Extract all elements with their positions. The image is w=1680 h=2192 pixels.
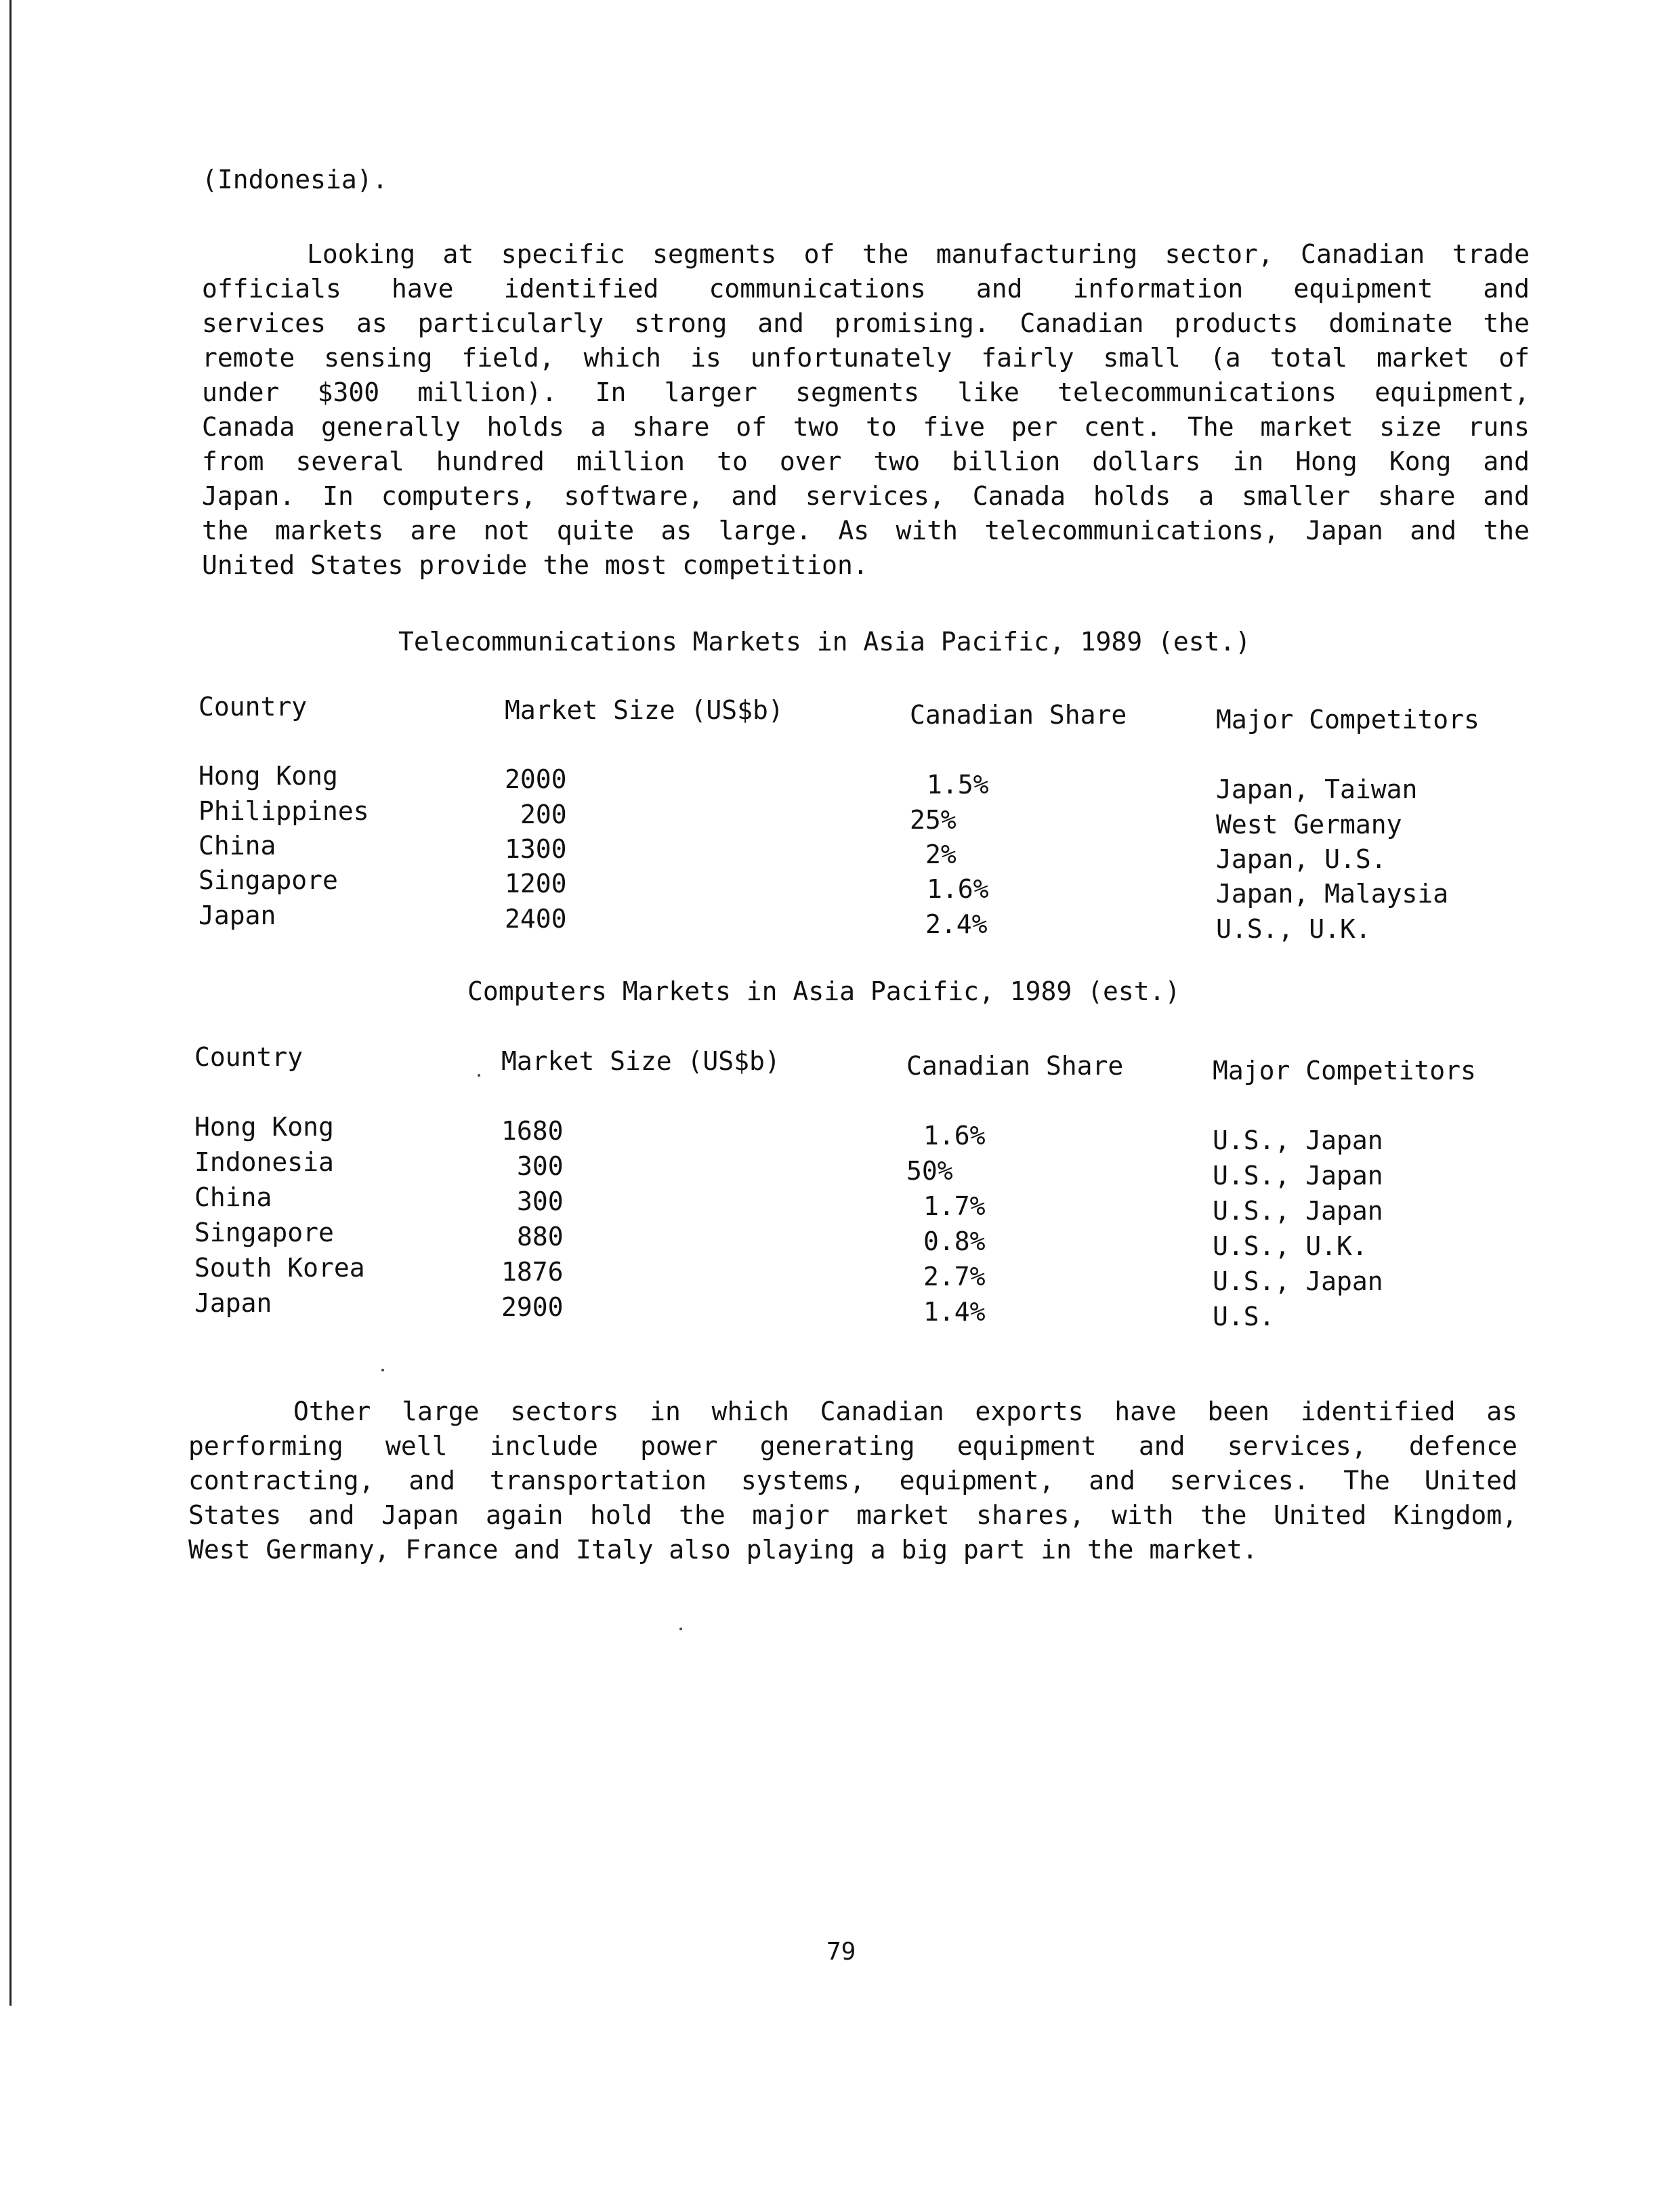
telecom-cell-canadian-share: 2%	[925, 840, 957, 869]
intro-fragment: (Indonesia).	[202, 165, 388, 194]
page-left-border	[9, 0, 12, 2006]
telecom-cell-country: Philippines	[198, 796, 369, 826]
computers-header-canadian-share: Canadian Share	[906, 1051, 1124, 1081]
telecom-cell-market-size: 200	[520, 800, 567, 829]
telecom-cell-major-competitors: West Germany	[1216, 810, 1402, 840]
paragraph-1-line: Japan. In computers, software, and services, Canada holds a smaller share and	[202, 481, 1530, 511]
telecom-cell-market-size: 1300	[505, 834, 567, 864]
computers-cell-canadian-share: 1.4%	[923, 1297, 986, 1327]
paragraph-1-line: officials have identified communications and information equipment and	[202, 274, 1530, 304]
paragraph-1	[202, 237, 1530, 583]
scan-speck	[381, 1369, 384, 1371]
computers-cell-country: Singapore	[194, 1218, 334, 1247]
paragraph-2-line: West Germany, France and Italy also playing a big part in the market.	[188, 1535, 1258, 1565]
telecom-cell-major-competitors: U.S., U.K.	[1216, 914, 1371, 944]
telecom-cell-major-competitors: Japan, Malaysia	[1216, 879, 1449, 909]
paragraph-1-line: from several hundred million to over two billion dollars in Hong Kong and	[202, 447, 1530, 476]
computers-cell-canadian-share: 2.7%	[923, 1262, 986, 1291]
computers-cell-major-competitors: U.S., Japan	[1213, 1161, 1383, 1191]
paragraph-2-line: Other large sectors in which Canadian exports have been identified as	[293, 1397, 1517, 1426]
computers-cell-country: South Korea	[194, 1253, 365, 1283]
computers-cell-market-size: 2900	[501, 1292, 564, 1322]
telecom-table-title: Telecommunications Markets in Asia Pacific, 1989 (est.)	[398, 627, 1251, 657]
computers-cell-market-size: 880	[517, 1222, 564, 1252]
computers-cell-major-competitors: U.S., Japan	[1213, 1196, 1383, 1226]
telecom-header-major-competitors: Major Competitors	[1216, 705, 1479, 735]
computers-cell-country: Japan	[194, 1288, 272, 1318]
scan-speck	[478, 1074, 480, 1077]
computers-cell-major-competitors: U.S., Japan	[1213, 1266, 1383, 1296]
paragraph-1-line: under $300 million). In larger segments like telecommunications equipment,	[202, 377, 1530, 407]
telecom-cell-canadian-share: 25%	[910, 805, 957, 835]
computers-cell-market-size: 1680	[501, 1116, 564, 1146]
computers-header-market-size: Market Size (US$b)	[501, 1046, 780, 1076]
computers-cell-major-competitors: U.S., Japan	[1213, 1125, 1383, 1155]
computers-cell-canadian-share: 1.7%	[923, 1191, 986, 1221]
computers-cell-country: Indonesia	[194, 1147, 334, 1177]
telecom-cell-canadian-share: 1.5%	[927, 770, 989, 800]
paragraph-2-line: States and Japan again hold the major market shares, with the United Kingdom,	[188, 1500, 1517, 1530]
computers-cell-major-competitors: U.S.	[1213, 1302, 1275, 1331]
telecom-cell-major-competitors: Japan, Taiwan	[1216, 774, 1418, 804]
telecom-header-market-size: Market Size (US$b)	[505, 695, 784, 725]
telecom-cell-country: Singapore	[198, 865, 338, 895]
telecom-cell-country: Hong Kong	[198, 761, 338, 791]
telecom-cell-canadian-share: 1.6%	[927, 874, 989, 904]
telecom-cell-country: Japan	[198, 901, 276, 930]
paragraph-2	[188, 1394, 1517, 1567]
computers-header-major-competitors: Major Competitors	[1213, 1056, 1476, 1085]
telecom-header-country: Country	[198, 692, 308, 722]
scan-speck	[679, 1628, 682, 1630]
computers-cell-country: Hong Kong	[194, 1112, 334, 1142]
paragraph-1-line: remote sensing field, which is unfortunately fairly small (a total market of	[202, 343, 1530, 373]
computers-cell-major-competitors: U.S., U.K.	[1213, 1231, 1368, 1261]
computers-header-country: Country	[194, 1042, 303, 1072]
paragraph-1-line: United States provide the most competition.	[202, 550, 868, 580]
telecom-cell-market-size: 2000	[505, 764, 567, 794]
telecom-cell-market-size: 1200	[505, 869, 567, 898]
computers-cell-market-size: 300	[517, 1151, 564, 1181]
paragraph-1-line: Looking at specific segments of the manufacturing sector, Canadian trade	[307, 239, 1530, 269]
computers-cell-canadian-share: 0.8%	[923, 1226, 986, 1256]
paragraph-2-line: performing well include power generating equipment and services, defence	[188, 1431, 1517, 1461]
telecom-cell-canadian-share: 2.4%	[925, 909, 988, 939]
computers-cell-market-size: 300	[517, 1186, 564, 1216]
computers-cell-country: China	[194, 1182, 272, 1212]
paragraph-1-line: services as particularly strong and promising. Canadian products dominate the	[202, 308, 1530, 338]
computers-table-title: Computers Markets in Asia Pacific, 1989 (est.)	[467, 976, 1181, 1006]
telecom-header-canadian-share: Canadian Share	[910, 700, 1127, 730]
computers-cell-market-size: 1876	[501, 1257, 564, 1287]
paragraph-1-line: Canada generally holds a share of two to five per cent. The market size runs	[202, 412, 1530, 442]
telecom-cell-market-size: 2400	[505, 904, 567, 934]
computers-cell-canadian-share: 50%	[906, 1156, 953, 1186]
telecom-cell-major-competitors: Japan, U.S.	[1216, 844, 1387, 874]
computers-cell-canadian-share: 1.6%	[923, 1121, 986, 1151]
paragraph-1-line: the markets are not quite as large. As with telecommunications, Japan and the	[202, 516, 1530, 545]
paragraph-2-line: contracting, and transportation systems, equipment, and services. The United	[188, 1466, 1517, 1495]
telecom-cell-country: China	[198, 831, 276, 861]
page-number: 79	[826, 1938, 856, 1966]
